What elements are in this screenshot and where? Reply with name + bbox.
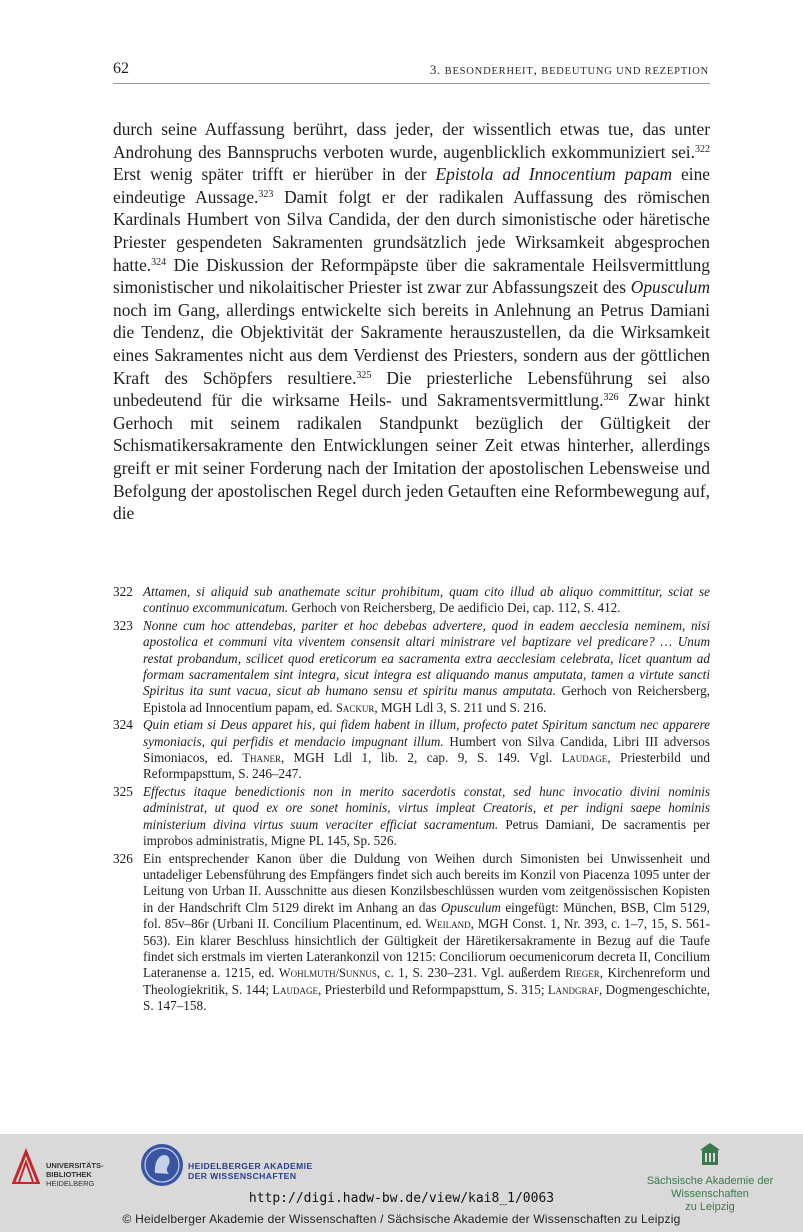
author-name: Sackur <box>336 700 375 715</box>
heidelberg-academy-logo[interactable] <box>140 1143 313 1192</box>
body-paragraph <box>113 118 710 525</box>
had-line: DER WISSENSCHAFTEN <box>188 1171 297 1181</box>
running-head-sep: , <box>533 62 542 77</box>
footnote-citation: , Dogmengeschichte, S. 147–158. <box>143 981 710 1014</box>
footnote-number: 326 <box>113 850 133 866</box>
work-title: Epistola ad Innocentium papam <box>435 164 673 185</box>
running-head-chapter: 3. <box>429 62 445 77</box>
footnote-quote: Quin etiam si Deus apparet his, qui fidem habent in illum, profecto patet Spiritum sanctum nec apparere symoniacis, qui perfidis et mendacio impugnant illum. <box>143 717 710 749</box>
university-library-mark-icon <box>10 1148 44 1186</box>
work-title: Opusculum <box>440 899 501 915</box>
ub-line: HEIDELBERG <box>46 1179 95 1188</box>
ub-line: BIBLIOTHEK <box>46 1170 92 1179</box>
footnote-citation: , MGH Ldl 3, S. 211 und S. 216. <box>374 699 547 715</box>
page-number: 62 <box>113 60 129 77</box>
saw-line: Sächsische Akademie der Wissenschaften <box>646 1175 774 1200</box>
author-name: Wohlmuth/Sunnus <box>278 966 377 981</box>
footnote-ref-323[interactable]: 323 <box>258 188 274 200</box>
footnote-326 <box>113 851 710 1015</box>
running-head-part1: BESONDERHEIT <box>444 66 534 77</box>
body-sentence: noch im Gang, allerdings entwickelte sich bereits in Anlehnung an Petrus Damiani die Tendenz, die Objektivität der Sakramente herauszustellen, da die Wirksamkeit eines Sakramentes nicht aus dem Verdienst des Priesters, sondern aus der göttlichen Kraft des Schöpfers resultiere. <box>113 299 710 388</box>
footnote-citation: , Priesterbild und Reformpapsttum, S. 315; <box>318 981 548 997</box>
footnote-citation: Petrus Damiani, De sacramentis per improbos administratis, Migne PL 145, Sp. 526. <box>143 816 710 849</box>
body-sentence: Die priesterliche Lebensführung sei also unbedeutend für die wirksame Heils- und Sakramentsvermittlung. <box>113 367 710 411</box>
footnote-citation: , Kirchenreform und Theologiekritik, S. 144; <box>143 965 710 997</box>
saxon-academy-building-icon <box>699 1142 721 1166</box>
footnote-ref-322[interactable]: 322 <box>695 143 710 155</box>
body-sentence: durch seine Auffassung berührt, dass jeder, der wissentlich etwas tue, das unter Androhung des Bannspruchs verboten wurde, augenblicklich exkommuniziert sei. <box>113 119 710 162</box>
author-name: Laudage <box>272 982 318 997</box>
copyright-notice: © Heidelberger Akademie der Wissenschaften / Sächsische Akademie der Wissenschaften zu Leipzig <box>122 1212 681 1226</box>
footnote-citation: eingefügt: München, BSB, Clm 5129, fol. 85v–86r (Urbani II. Concilium Placentinum, ed. <box>143 899 710 932</box>
saw-line: zu Leipzig <box>685 1201 735 1213</box>
body-sentence: Damit folgt er der radikalen Auffassung des römischen Kardinals Humbert von Silva Candida, der den durch simonistische oder häretische Priester gespendeten Sakramenten grundsätzlich jede Wirksamkeit abgesprochen hatte. <box>113 186 710 275</box>
footnote-number: 322 <box>113 584 133 599</box>
footnote-citation: , c. 1, S. 230–231. Vgl. außerdem <box>376 965 565 981</box>
footnote-citation: Humbert von Silva Candida, Libri III adversos Simoniacos, ed. <box>143 733 711 766</box>
university-library-logo[interactable] <box>10 1144 110 1188</box>
header-rule <box>113 83 710 84</box>
running-head <box>430 62 709 78</box>
body-sentence: Die Diskussion der Reformpäpste über die sakramentale Heilsvermittlung simonistischer und nikolaitischer Priester ist zwar zur Abfassungszeit des <box>113 254 710 298</box>
footnote-number: 323 <box>113 617 133 633</box>
footnote-quote: Attamen, si aliquid sub anathemate scitur prohibitum, quam cito illud ab aliquo committitur, sciat se continuo excommunicatum. <box>143 584 710 616</box>
footnote-ref-324[interactable]: 324 <box>151 256 167 268</box>
footnote-quote: Nonne cum hoc attendebas, pariter et hoc debebas advertere, quod in eadem aecclesia neminem, nisi apostolica et communi vita viventem consensit altari ministrare vel baptizare vel predicare? … Unum restat probandum, scilicet quod ereticorum ea sacramenta extra aecclesiam celebrata, licet quantum ad formam sacramentalem sint integra, sicut integra est aliquando manus amputata, tamen a virtute sancti Spiritus ita sunt vacua, sicut ab humano sensu et spiritu manus amputata. <box>143 617 710 699</box>
footnote-citation: , Priesterbild und Reformpapsttum, S. 246–247. <box>143 750 710 782</box>
had-line: HEIDELBERGER AKADEMIE <box>188 1161 313 1171</box>
running-head-part2: BEDEUTUNG UND REZEPTION <box>541 66 709 77</box>
ub-line: UNIVERSITÄTS- <box>46 1161 104 1170</box>
author-name: Laudage <box>561 751 608 766</box>
footnote-324 <box>113 717 710 783</box>
permalink-url[interactable]: http://digi.hadw-bw.de/view/kai8_1/0063 <box>248 1191 555 1206</box>
footnote-ref-325[interactable]: 325 <box>356 369 372 381</box>
author-name: Rieger <box>564 966 600 981</box>
university-library-name <box>46 1161 104 1188</box>
footnote-citation: , MGH Const. 1, Nr. 393, c. 1–7, 15, S. 561-563). Ein klarer Beschluss hinsichtlich der Gültigkeit der Häretikersakramente in Bezug auf die Taufe findet sich erstmals im vierten Laterankonzil von 1215: Conciliorum oecumenicorum decreta II, Concilium Lateranense a. 1215, ed. <box>143 916 710 981</box>
footnote-citation: Gerhoch von Reichersberg, De aedificio Dei, cap. 112, S. 412. <box>288 600 621 616</box>
footnote-citation: , MGH Ldl 1, lib. 2, cap. 9, S. 149. Vgl. <box>280 750 562 766</box>
academy-seal-icon <box>140 1143 184 1187</box>
body-sentence: Erst wenig später trifft er hierüber in der <box>113 164 436 185</box>
work-title: Opusculum <box>630 277 710 298</box>
footnote-number: 324 <box>113 717 133 733</box>
footnote-citation: Gerhoch von Reichersberg, Epistola ad Innocentium papam, ed. <box>143 683 710 715</box>
footnote-325 <box>113 784 710 850</box>
author-name: Weiland <box>425 917 471 932</box>
footnote-323 <box>113 618 710 716</box>
footnotes <box>113 584 710 1016</box>
heidelberg-academy-name <box>188 1161 313 1181</box>
body-text <box>113 118 710 525</box>
footnote-ref-326[interactable]: 326 <box>603 392 619 404</box>
footnote-citation: Ein entsprechender Kanon über die Duldung von Weihen durch Simonisten bei Unwissenheit und untadeliger Lebensführung des Empfängers findet sich auch bereits im Konzil von Piacenza 1095 unter der Leitung von Urban II. Ausschnitte aus diesen Konzilsbeschlüssen wurden vom zeitgenössischen Kopisten in der Handschrift Clm 5129 direkt im Anhang an das <box>143 850 710 915</box>
footnote-322 <box>113 584 710 617</box>
footnote-number: 325 <box>113 783 133 799</box>
author-name: Landgraf <box>547 982 599 997</box>
author-name: Thaner <box>242 751 281 766</box>
body-sentence: eine eindeutige Aussage. <box>113 164 710 207</box>
body-sentence: Zwar hinkt Gerhoch mit seinem radikalen Standpunkt bezüglich der Gültigkeit der Schismatikersakramente den Entwicklungen seiner Zeit etwas hinterher, allerdings greift er mit seiner Forderung nach der Imitation der apostolischen Lebensweise und Befolgung der apostolischen Regel durch jeden Getauften eine Reformbewegung auf, die <box>113 390 710 524</box>
footnote-quote: Effectus itaque benedictionis non in merito sacerdotis constat, sed hunc invocatio divini nominis administrat, ut quod ex ore sonet hominis, virtus impleat Creatoris, et per indigni saepe hominis ministerium divina virtus suum veraciter efficiat sacramentum. <box>143 783 710 832</box>
